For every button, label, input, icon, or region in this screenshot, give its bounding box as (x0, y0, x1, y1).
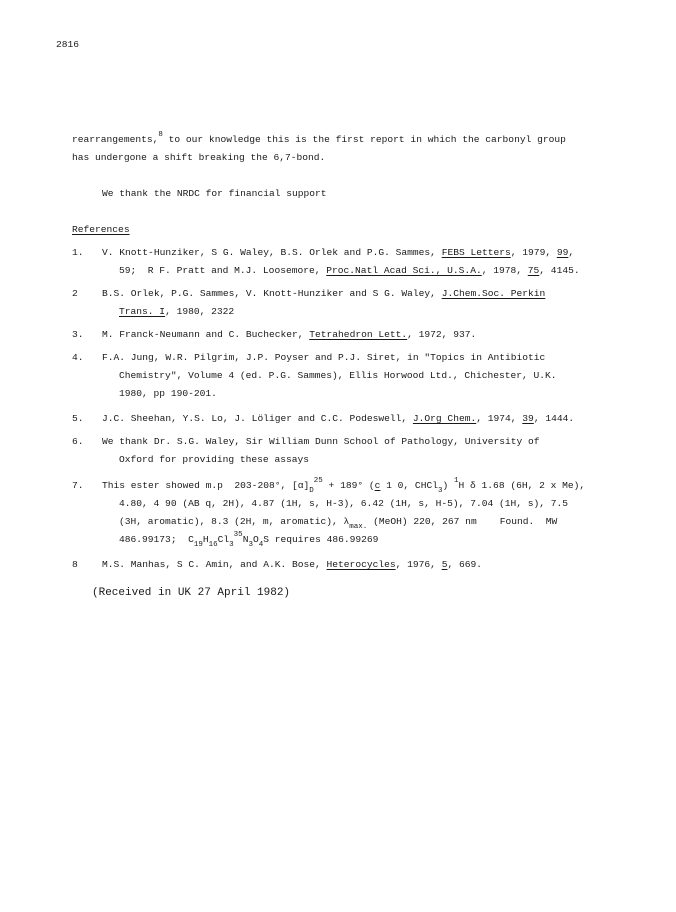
ref-7-line-2: 4.80, 4 90 (AB q, 2H), 4.87 (1H, s, H-3), 6.42 (1H, s, H-5), 7.04 (1H, s), 7.5 (119, 498, 569, 509)
ref-1-number: 1. (72, 247, 84, 258)
ref-1-line-2: 59; R F. Pratt and M.J. Loosemore, Proc.Natl Acad Sci., U.S.A., 1978, 75, 4145. (119, 265, 580, 276)
ref-6-line-2: Oxford for providing these assays (119, 454, 309, 465)
ref-7-line-1: This ester showed m.p 203-208°, $[\alpha]_D^{25} + 189^\circ$ (c 1 0, CHCl$_3$) $^1$H δ 1.68 (6H, 2 x Me), (102, 477, 586, 495)
received-date: (Received in UK 27 April 1982) (92, 587, 291, 599)
footnote-marker: 8 (158, 131, 163, 139)
journal-title: Proc.Natl Acad Sci., U.S.A. (326, 265, 482, 276)
journal-title: J.Org Chem. (412, 413, 477, 424)
ref-7-number: 7. (72, 480, 84, 491)
volume: 5 (441, 559, 448, 570)
ref-6-line-1: We thank Dr. S.G. Waley, Sir William Dunn School of Pathology, University of (102, 436, 540, 447)
ref-4-line-3: 1980, pp 190-201. (119, 388, 217, 399)
intro-line-2: has undergone a shift breaking the 6,7-bond. (72, 152, 326, 163)
ref-7-line-4: 486.99173; $C_{19}H_{16}Cl_3^{35}N_3O_4S$ requires 486.99269 (119, 531, 379, 549)
ref-8-line-1: M.S. Manhas, S C. Amin, and A.K. Bose, Heterocycles, 1976, 5, 669. (102, 559, 482, 570)
ref-4-line-1: F.A. Jung, W.R. Pilgrim, J.P. Poyser and P.J. Siret, in "Topics in Antibiotic (102, 352, 546, 363)
journal-title: Trans. I (119, 306, 166, 317)
ref-3-number: 3. (72, 329, 84, 340)
ref-2-line-2: Trans. I, 1980, 2322 (119, 306, 235, 317)
journal-title: FEBS Letters (441, 247, 511, 258)
ref-1-line-1: V. Knott-Hunziker, S G. Waley, B.S. Orlek and P.G. Sammes, FEBS Letters, 1979, 99, (102, 247, 575, 258)
ref-2-number: 2 (72, 288, 78, 299)
ref-3-line-1: M. Franck-Neumann and C. Buchecker, Tetrahedron Lett., 1972, 937. (102, 329, 477, 340)
intro-line-1: rearrangements,$^8$ to our knowledge this is the first report in which the carbonyl group (72, 131, 566, 145)
journal-title: J.Chem.Soc. Perkin (441, 288, 546, 299)
acknowledgement: We thank the NRDC for financial support (102, 188, 327, 199)
ref-5-number: 5. (72, 413, 84, 424)
ref-6-number: 6. (72, 436, 84, 447)
ref-4-line-2: Chemistry", Volume 4 (ed. P.G. Sammes), Ellis Horwood Ltd., Chichester, U.K. (119, 370, 557, 381)
ref-5-line-1: J.C. Sheehan, Y.S. Lo, J. Löliger and C.C. Podeswell, J.Org Chem., 1974, 39, 1444. (102, 413, 575, 424)
journal-title: Heterocycles (326, 559, 396, 570)
journal-title: Tetrahedron Lett. (309, 329, 408, 340)
page-number: 2816 (56, 39, 80, 50)
ref-7-line-3: (3H, aromatic), 8.3 (2H, m, aromatic), $\lambda_{max.}$ (MeOH) 220, 267 nm Found. MW (119, 516, 558, 531)
ref-2-line-1: B.S. Orlek, P.G. Sammes, V. Knott-Hunziker and S G. Waley, J.Chem.Soc. Perkin (102, 288, 546, 299)
references-heading: References (72, 224, 130, 235)
volume: 39 (522, 413, 534, 424)
ref-4-number: 4. (72, 352, 84, 363)
volume: 99 (556, 247, 569, 258)
volume: 75 (527, 265, 540, 276)
ref-8-number: 8 (72, 559, 78, 570)
